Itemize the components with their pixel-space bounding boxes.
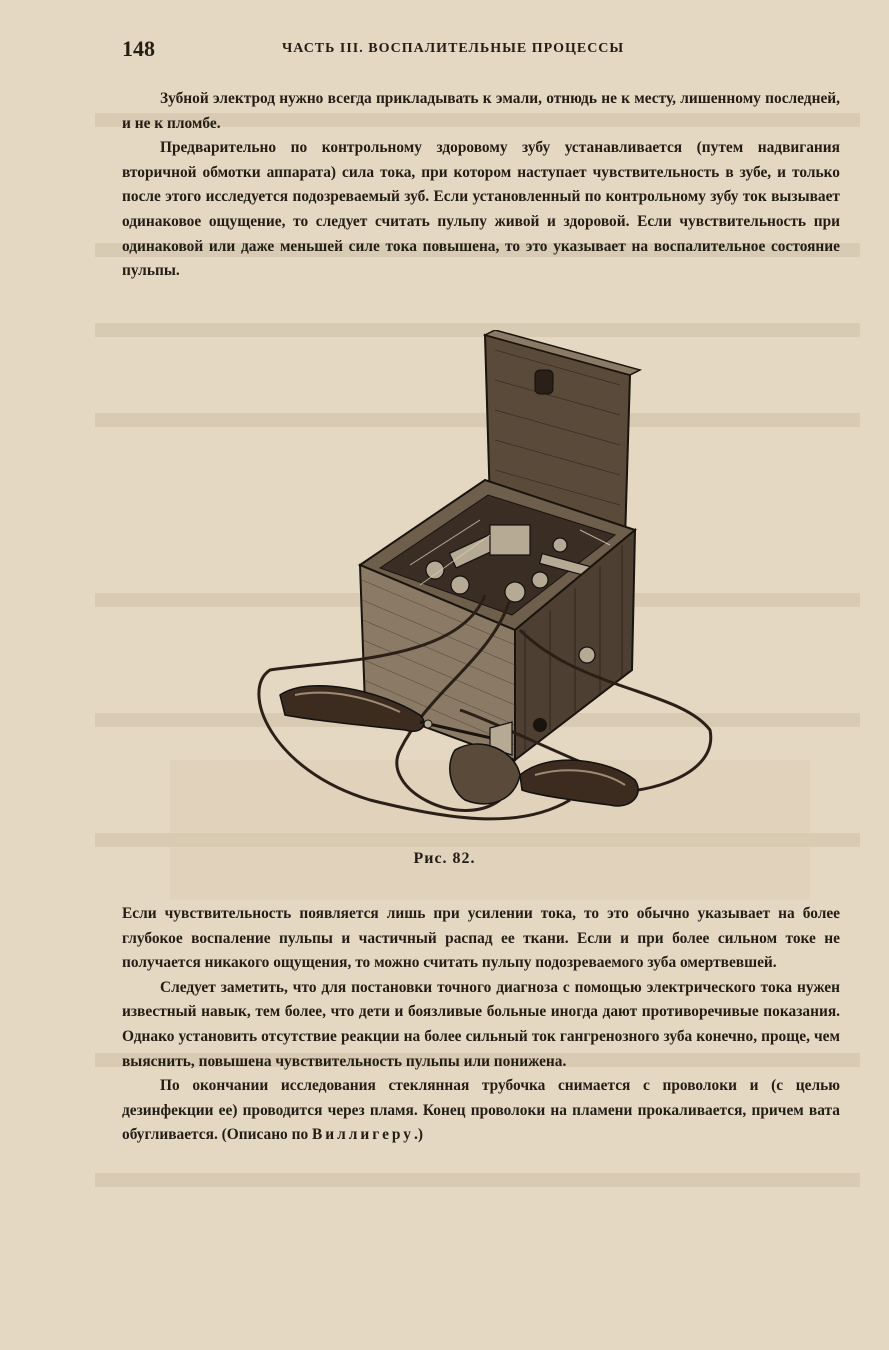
paragraph-text: По окончании исследования стеклянная трубочка снимается с проволоки и (с целью дезинфекции ее) проводится через пламя. Конец проволоки на пламени прокаливается, причем вата обугливается. (Описано по [122,1077,840,1144]
paragraph: Предварительно по контрольному здоровому зубу устанавливается (путем надвигания вторичной обмотки аппарата) сила тока, при котором наступает чувствительность в зубе, и только после этого исследуется подозреваемый зуб. Если установленный по контрольному зубу ток вызывает одинаковое ощущение, то следует считать пульпу живой и здоровой. Если чувствительность при одинаковой или даже меньшей силе тока повышена, то это указывает на воспалительное состояние пульпы. [122,139,840,280]
page-number: 148 [122,36,155,61]
paragraph: Следует заметить, что для постановки точного диагноза с помощью электрического тока нужен известный навык, тем более, что дети и боязливые больные иногда дают противоречивые показания. Однако установить отсутствие реакции на более сильный ток гангренозного зуба конечно, проще, чем выяснить, повышена чувствительность пульпы или понижена. [122,978,840,1070]
text-block-top [122,87,840,284]
figure-82 [250,330,720,850]
page-header [122,36,829,66]
paragraph-end: .) [413,1126,423,1144]
author-name: Виллигеру [312,1126,414,1144]
paragraph-final [122,1074,840,1148]
figure-caption: Рис. 82. [413,850,476,867]
paragraph: Если чувствительность появляется лишь при усилении тока, то это обычно указывает на более глубокое воспаление пульпы и частичный распад ее ткани. Если и при более сильном токе не получается никакого ощущения, то можно считать пульпу подозреваемого зуба омертвевшей. [122,905,840,972]
text-block-bottom [122,902,840,1148]
paragraph: Зубной электрод нужно всегда прикладывать к эмали, отнюдь не к месту, лишенному последней, и не к пломбе. [122,90,840,132]
running-title: ЧАСТЬ III. ВОСПАЛИТЕЛЬНЫЕ ПРОЦЕССЫ [282,41,625,56]
electrodiagnostic-apparatus-illustration [250,330,720,850]
